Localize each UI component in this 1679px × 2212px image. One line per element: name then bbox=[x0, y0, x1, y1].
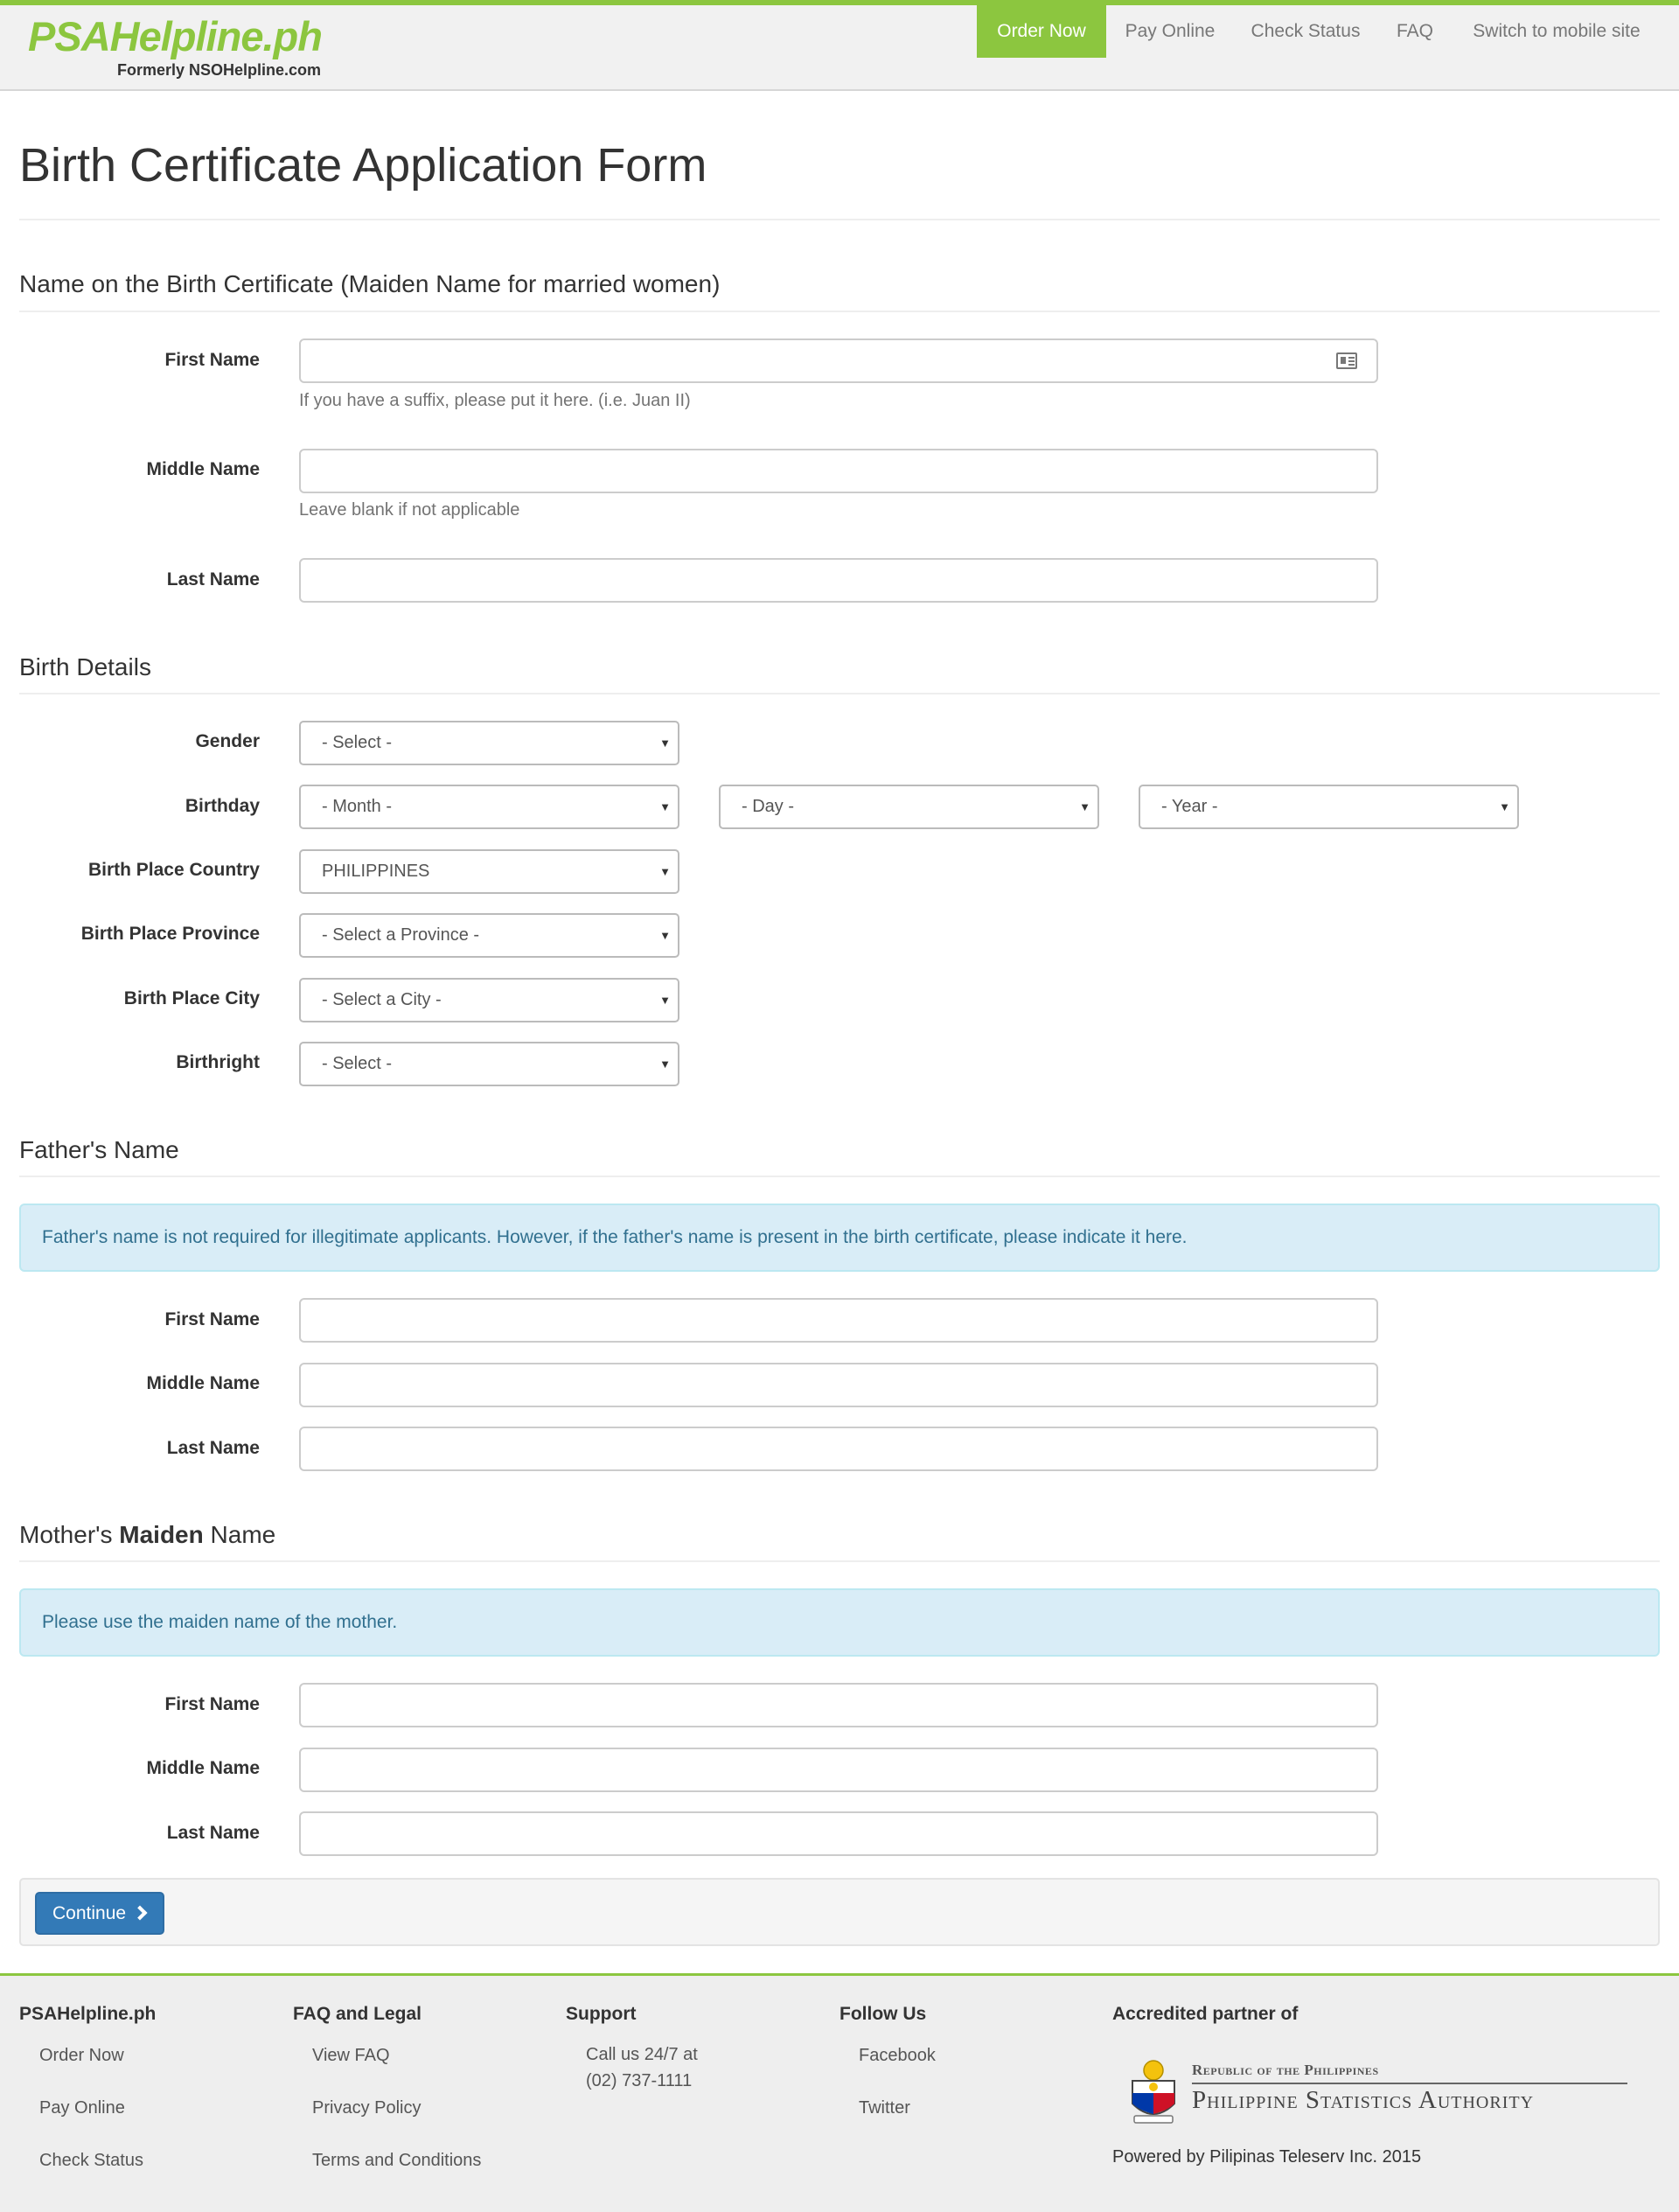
footer-link-pay-online[interactable]: Pay Online bbox=[39, 2098, 125, 2118]
father-last-name-input[interactable] bbox=[299, 1427, 1378, 1471]
birthright-value: - Select - bbox=[322, 1054, 393, 1073]
site-footer bbox=[0, 1973, 1679, 2212]
section-title-father: Father's Name bbox=[19, 1136, 179, 1163]
birth-year-select[interactable] bbox=[1139, 785, 1519, 829]
support-phone[interactable]: (02) 737-1111 bbox=[586, 2071, 693, 2090]
caret-down-icon: ▼ bbox=[659, 800, 671, 813]
mother-first-name-input[interactable] bbox=[299, 1683, 1378, 1727]
section-title-name: Name on the Birth Certificate (Maiden Name for married women) bbox=[19, 270, 721, 297]
last-name-input[interactable] bbox=[299, 558, 1378, 603]
nav-check-status[interactable]: Check Status bbox=[1251, 21, 1361, 41]
middle-name-label: Middle Name bbox=[146, 459, 260, 479]
section-divider bbox=[19, 693, 1660, 694]
last-name-label: Last Name bbox=[166, 569, 260, 590]
mother-title-bold: Maiden bbox=[119, 1521, 204, 1548]
father-first-name-input[interactable] bbox=[299, 1298, 1378, 1343]
section-title-mother bbox=[19, 1521, 275, 1549]
birth-city-label: Birth Place City bbox=[123, 988, 260, 1008]
mother-info-alert: Please use the maiden name of the mother. bbox=[19, 1588, 1660, 1657]
page-title: Birth Certificate Application Form bbox=[19, 139, 707, 192]
brand-name: PSAHelpline.ph bbox=[28, 13, 322, 59]
birth-province-value: - Select a Province - bbox=[322, 925, 480, 945]
gender-select[interactable] bbox=[299, 721, 679, 765]
birth-month-select[interactable] bbox=[299, 785, 679, 829]
mother-last-name-label: Last Name bbox=[166, 1823, 260, 1843]
birth-year-value: - Year - bbox=[1161, 797, 1218, 816]
brand-logo[interactable] bbox=[28, 12, 325, 82]
father-last-name-label: Last Name bbox=[166, 1438, 260, 1458]
footer-link-twitter[interactable]: Twitter bbox=[859, 2098, 910, 2118]
footer-link-privacy-policy[interactable]: Privacy Policy bbox=[312, 2098, 421, 2118]
section-divider bbox=[19, 1560, 1660, 1562]
footer-col3-title: Support bbox=[566, 2004, 637, 2024]
nav-faq[interactable]: FAQ bbox=[1396, 21, 1433, 41]
father-first-name-label: First Name bbox=[164, 1309, 260, 1329]
caret-down-icon: ▼ bbox=[659, 736, 671, 750]
footer-link-facebook[interactable]: Facebook bbox=[859, 2046, 936, 2065]
support-call-text: Call us 24/7 at bbox=[586, 2045, 698, 2064]
nav-pay-online[interactable]: Pay Online bbox=[1125, 21, 1216, 41]
form-actions bbox=[19, 1878, 1660, 1946]
footer-link-view-faq[interactable]: View FAQ bbox=[312, 2046, 390, 2065]
continue-button-label: Continue bbox=[52, 1903, 127, 1923]
mother-middle-name-label: Middle Name bbox=[146, 1758, 260, 1778]
footer-link-order-now[interactable]: Order Now bbox=[39, 2046, 124, 2065]
section-divider bbox=[19, 311, 1660, 312]
psa-logo bbox=[1122, 2053, 1629, 2133]
mother-last-name-input[interactable] bbox=[299, 1811, 1378, 1856]
birthright-select[interactable] bbox=[299, 1042, 679, 1086]
top-navbar bbox=[0, 0, 1679, 91]
mother-first-name-label: First Name bbox=[164, 1694, 260, 1714]
middle-name-input[interactable] bbox=[299, 449, 1378, 493]
mother-title-post: Name bbox=[203, 1521, 276, 1548]
footer-link-check-status[interactable]: Check Status bbox=[39, 2151, 143, 2170]
brand-tagline: Formerly NSOHelpline.com bbox=[117, 61, 322, 79]
birth-country-label: Birth Place Country bbox=[87, 860, 260, 880]
caret-down-icon: ▼ bbox=[1079, 800, 1090, 813]
psa-logo-rule bbox=[1192, 2083, 1627, 2084]
father-middle-name-input[interactable] bbox=[299, 1363, 1378, 1407]
birth-city-value: - Select a City - bbox=[322, 990, 442, 1009]
footer-col1-title: PSAHelpline.ph bbox=[19, 2004, 157, 2024]
father-info-alert: Father's name is not required for illegitimate applicants. However, if the father's name is present in the birth certificate, please indicate it here. bbox=[19, 1204, 1660, 1272]
birth-country-value: PHILIPPINES bbox=[322, 862, 430, 881]
birth-day-value: - Day - bbox=[742, 797, 794, 816]
psa-logo-line1: Republic of the Philippines bbox=[1192, 2062, 1379, 2078]
caret-down-icon: ▼ bbox=[659, 865, 671, 878]
footer-col4-title: Follow Us bbox=[840, 2004, 927, 2024]
caret-down-icon: ▼ bbox=[659, 929, 671, 942]
chevron-right-icon bbox=[133, 1906, 148, 1921]
caret-down-icon: ▼ bbox=[659, 1057, 671, 1071]
powered-by-text: Powered by Pilipinas Teleserv Inc. 2015 bbox=[1112, 2147, 1422, 2167]
birthright-label: Birthright bbox=[176, 1052, 260, 1072]
caret-down-icon: ▼ bbox=[1499, 800, 1510, 813]
father-middle-name-label: Middle Name bbox=[146, 1373, 260, 1393]
caret-down-icon: ▼ bbox=[659, 994, 671, 1007]
first-name-label: First Name bbox=[164, 350, 260, 370]
first-name-input[interactable] bbox=[299, 338, 1378, 383]
birth-country-select[interactable] bbox=[299, 849, 679, 894]
continue-button[interactable] bbox=[35, 1892, 164, 1935]
birth-province-select[interactable] bbox=[299, 913, 679, 958]
footer-col2-title: FAQ and Legal bbox=[293, 2004, 422, 2024]
birth-month-value: - Month - bbox=[322, 797, 393, 816]
mother-middle-name-input[interactable] bbox=[299, 1748, 1378, 1792]
birth-day-select[interactable] bbox=[719, 785, 1099, 829]
gender-label: Gender bbox=[195, 731, 260, 751]
footer-col5-title: Accredited partner of bbox=[1112, 2004, 1299, 2024]
title-divider bbox=[19, 219, 1660, 220]
psa-seal-icon bbox=[1122, 2058, 1185, 2128]
birth-province-label: Birth Place Province bbox=[80, 924, 260, 944]
birth-city-select[interactable] bbox=[299, 978, 679, 1022]
nav-order-now[interactable]: Order Now bbox=[977, 5, 1106, 58]
mother-title-pre: Mother's bbox=[19, 1521, 120, 1548]
contact-card-icon[interactable] bbox=[1336, 352, 1357, 369]
nav-switch-mobile[interactable]: Switch to mobile site bbox=[1473, 21, 1641, 41]
section-divider bbox=[19, 1176, 1660, 1177]
footer-link-terms[interactable]: Terms and Conditions bbox=[312, 2151, 482, 2170]
first-name-help: If you have a suffix, please put it here. (i.e. Juan II) bbox=[299, 391, 691, 410]
gender-select-value: - Select - bbox=[322, 733, 393, 752]
middle-name-help: Leave blank if not applicable bbox=[299, 500, 520, 520]
birthday-label: Birthday bbox=[185, 796, 260, 816]
section-title-birth: Birth Details bbox=[19, 653, 151, 680]
psa-logo-line2: Philippine Statistics Authority bbox=[1192, 2086, 1535, 2114]
